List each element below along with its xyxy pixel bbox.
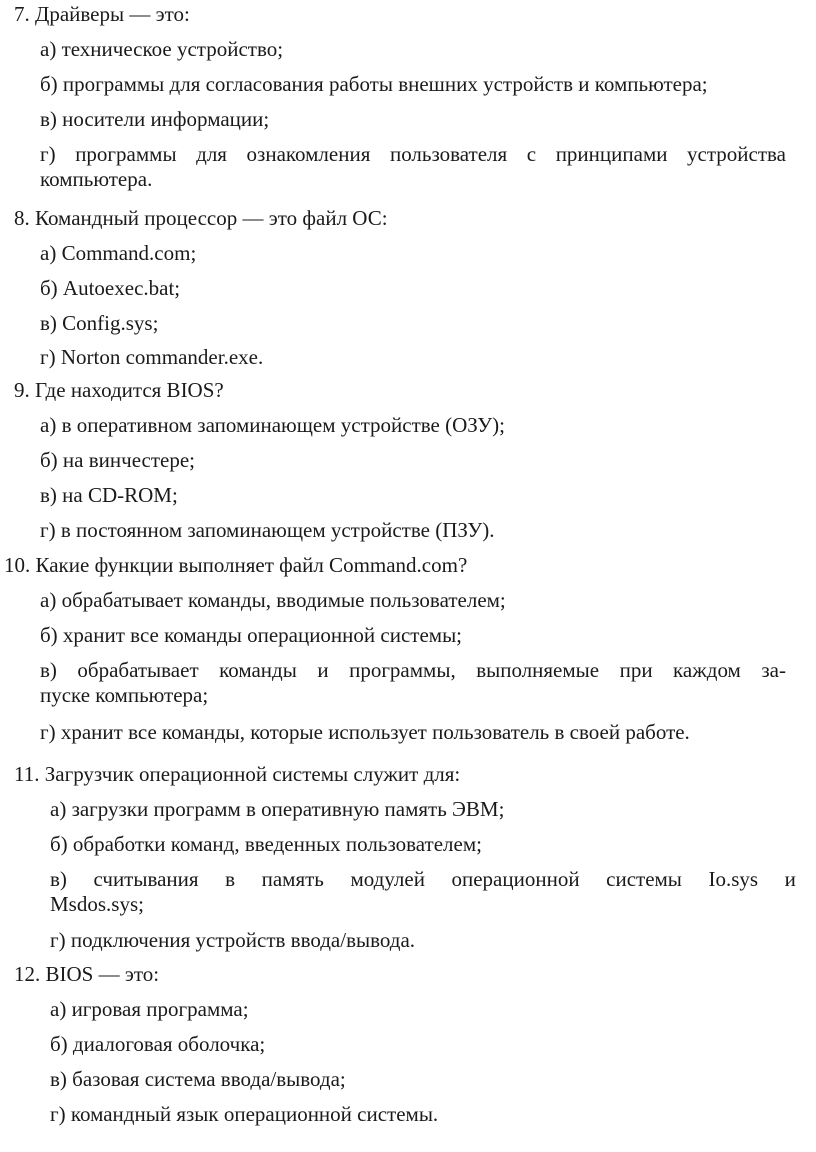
option-v-line1: в) считывания в память модулей операционной системы Io.sys и <box>50 867 796 891</box>
question-text: Какие функции выполняет файл Command.com? <box>35 553 468 577</box>
option-a: а) в оперативном запоминающем устройстве (ОЗУ); <box>40 413 505 437</box>
option-a: а) загрузки программ в оперативную память ЭВМ; <box>50 797 505 821</box>
question-number: 11. <box>14 762 40 786</box>
option-g: г) хранит все команды, которые использует пользователь в своей работе. <box>40 720 690 744</box>
question-10 <box>4 553 467 577</box>
question-number: 10. <box>4 553 31 577</box>
question-text: Командный процессор — это файл ОС: <box>35 206 388 230</box>
question-11 <box>14 762 460 786</box>
option-b: б) программы для согласования работы внешних устройств и компьютера; <box>40 72 708 96</box>
option-g: г) командный язык операционной системы. <box>50 1102 439 1126</box>
question-number: 12. <box>14 962 41 986</box>
question-text: Драйверы — это: <box>35 2 190 26</box>
option-g: г) в постоянном запоминающем устройстве (ПЗУ). <box>40 518 495 542</box>
question-number: 9. <box>14 378 30 402</box>
option-a: а) техническое устройство; <box>40 37 284 61</box>
question-number: 8. <box>14 206 30 230</box>
option-v-line2: Msdos.sys; <box>50 892 144 916</box>
question-text: BIOS — это: <box>45 962 160 986</box>
option-g-line1: г) программы для ознакомления пользователя с принципами устройства <box>40 142 786 166</box>
question-text: Где находится BIOS? <box>35 378 224 402</box>
option-b: б) Autoexec.bat; <box>40 276 181 300</box>
option-v: в) Config.sys; <box>40 311 159 335</box>
option-v-line1: в) обрабатывает команды и программы, выполняемые при каждом за- <box>40 658 786 682</box>
option-b: б) диалоговая оболочка; <box>50 1032 266 1056</box>
option-a: а) Command.com; <box>40 241 197 265</box>
question-8 <box>14 206 388 230</box>
question-text: Загрузчик операционной системы служит для: <box>44 762 461 786</box>
option-v: в) на CD-ROM; <box>40 483 178 507</box>
option-v: в) носители информации; <box>40 107 270 131</box>
option-v-line2: пуске компьютера; <box>40 683 209 707</box>
option-b: б) на винчестере; <box>40 448 196 472</box>
option-g-line2: компьютера. <box>40 167 153 191</box>
question-12 <box>14 962 159 986</box>
option-b: б) обработки команд, введенных пользователем; <box>50 832 482 856</box>
option-a: а) игровая программа; <box>50 997 249 1021</box>
question-number: 7. <box>14 2 30 26</box>
option-g: г) подключения устройств ввода/вывода. <box>50 928 416 952</box>
question-7 <box>14 2 190 26</box>
option-a: а) обрабатывает команды, вводимые пользователем; <box>40 588 506 612</box>
option-g: г) Norton commander.exe. <box>40 345 264 369</box>
question-9 <box>14 378 224 402</box>
option-v: в) базовая система ввода/вывода; <box>50 1067 346 1091</box>
option-b: б) хранит все команды операционной системы; <box>40 623 463 647</box>
